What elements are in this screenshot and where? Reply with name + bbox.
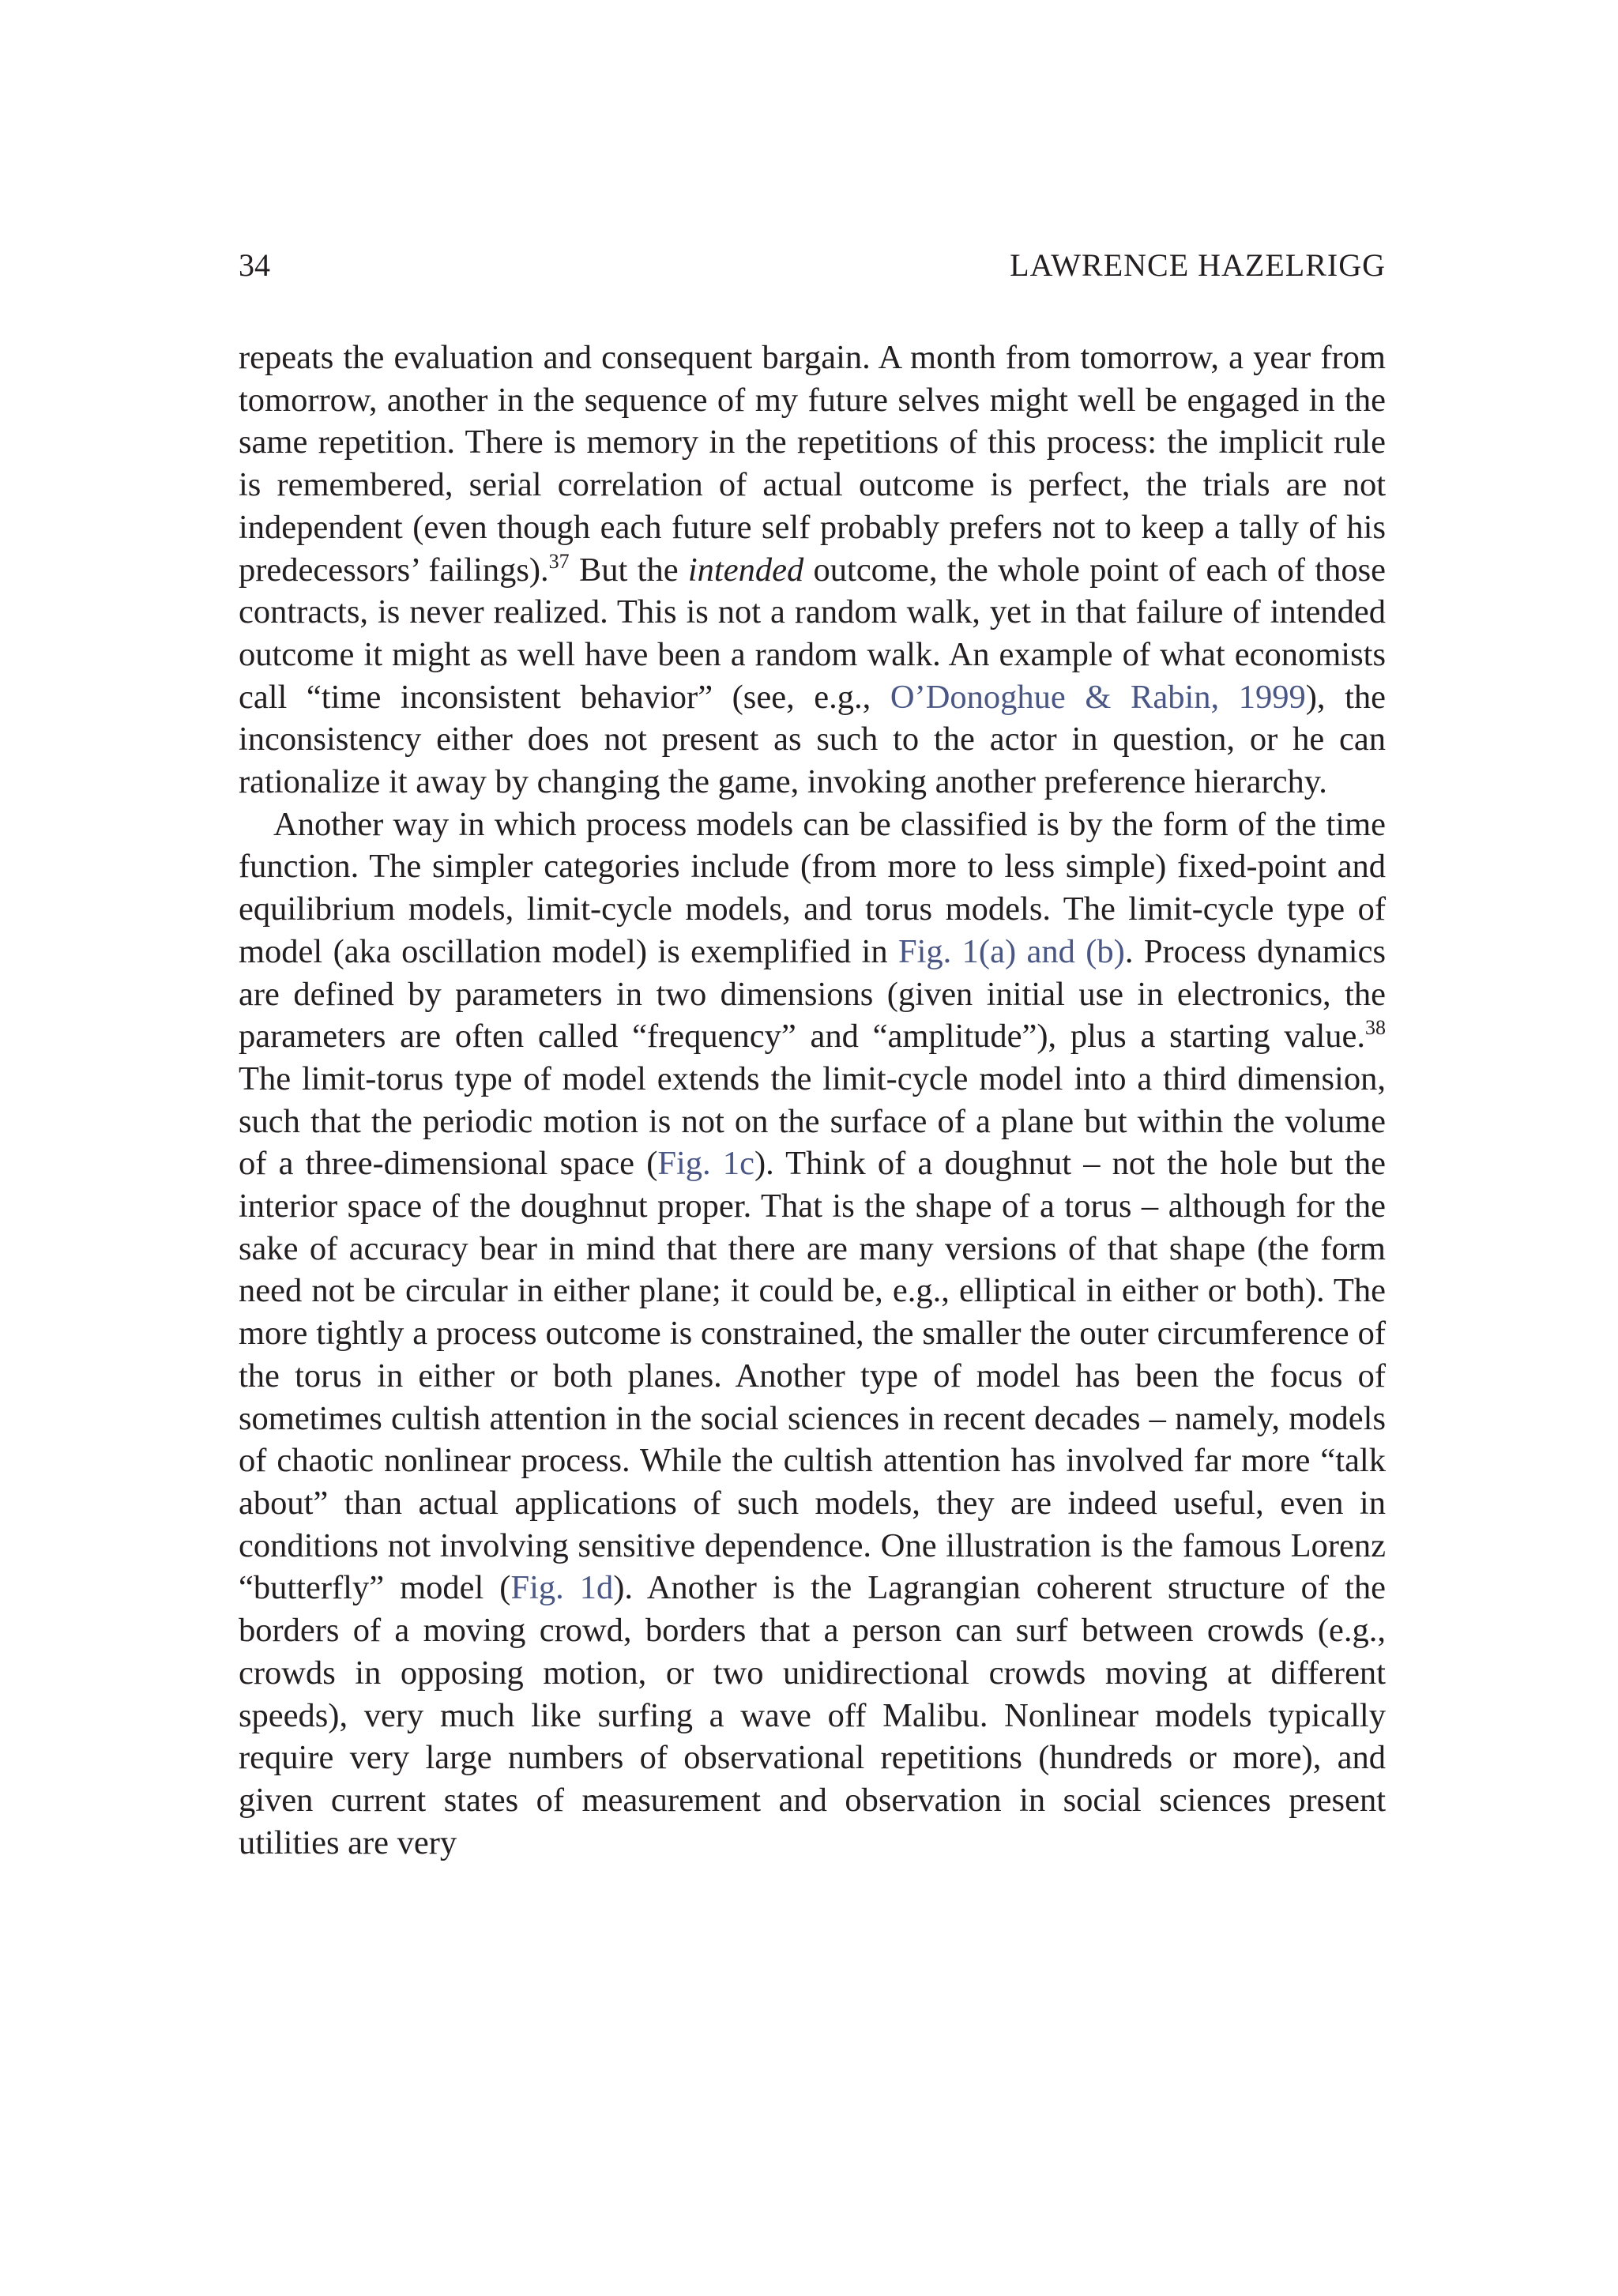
paragraph-2-text-1: Another way in which process models can be classified is by the form of the time function. The simpler categories include (from more to less simple) fixed-point and equilibrium models, limit-cycle models, and torus models. The limit-cycle type of model (aka oscillation model) is exemplified in xyxy=(239,805,1386,970)
paragraph-1-text-2: But the xyxy=(569,551,688,589)
footnote-ref-37[interactable]: 37 xyxy=(548,549,570,573)
paragraph-2-text-4: ). Think of a doughnut – not the hole but the interior space of the doughnut proper. That is the shape of a torus – although for the sake of accuracy bear in mind that there are many versions of that shape (the form need not be circular in either plane; it could be, e.g., elliptical in either or both). The more tightly a process outcome is constrained, the smaller the outer circumference of the torus in either or both planes. Another type of model has been the focus of sometimes cultish attention in the social sciences in recent decades – namely, models of chaotic nonlinear process. While the cultish attention has involved far more “talk about” than actual applications of such models, they are indeed useful, even in conditions not involving sensitive dependence. One illustration is the famous Lorenz “butterfly” model ( xyxy=(239,1145,1387,1607)
paragraph-2-text-3: The limit-torus type of model extends the limit-cycle model into a third dimension, such that the periodic motion is not on the surface of a plane but within the volume of a three-dimensional space ( xyxy=(239,1060,1386,1183)
paragraph-1-text-1: repeats the evaluation and consequent bargain. A month from tomorrow, a year from tomorrow, another in the sequence of my future selves might well be engaged in the same repetition. There is memory in the repetitions of this process: the implicit rule is remembered, serial correlation of actual outcome is perfect, the trials are not independent (even though each future self probably prefers not to keep a tally of his predecessors’ failings). xyxy=(239,339,1386,589)
emphasis-intended: intended xyxy=(687,551,804,589)
paragraph-2-text-2: . Process dynamics are defined by parameters in two dimensions (given initial use in electronics, the parameters are often called “frequency” and “amplitude”), plus a starting value. xyxy=(239,932,1386,1056)
paragraph-1-text-3: outcome, the whole point of each of those contracts, is never realized. This is not a random walk, yet in that failure of intended outcome it might as well have been a random walk. An example of what economists call “time inconsistent behavior” (see, e.g., xyxy=(239,551,1386,716)
figure-link-1ab[interactable]: Fig. 1(a) and (b) xyxy=(897,932,1125,970)
page-header xyxy=(239,247,1386,284)
page-number: 34 xyxy=(239,247,270,283)
paragraph-1 xyxy=(239,337,1386,804)
figure-link-1c[interactable]: Fig. 1c xyxy=(657,1145,754,1183)
running-head: LAWRENCE HAZELRIGG xyxy=(1010,247,1386,283)
paragraph-1-text-4: ), the inconsistency either does not present as such to the actor in question, or he can rationalize it away by changing the game, invoking another preference hierarchy. xyxy=(239,678,1386,801)
figure-link-1d[interactable]: Fig. 1d xyxy=(510,1569,614,1607)
paragraph-2 xyxy=(239,804,1386,1865)
footnote-ref-38[interactable]: 38 xyxy=(1365,1016,1386,1040)
paragraph-2-text-5: ). Another is the Lagrangian coherent structure of the borders of a moving crowd, borders that a person can surf between crowds (e.g., crowds in opposing motion, or two unidirectional crowds moving at different speeds), very much like surfing a wave off Malibu. Nonlinear models typically require very large numbers of observational repetitions (hundreds or more), and given current states of measurement and observation in social sciences present utilities are very xyxy=(239,1569,1387,1861)
body-text xyxy=(239,337,1386,1864)
citation-link-odonoghue-rabin[interactable]: O’Donoghue & Rabin, 1999 xyxy=(890,678,1306,716)
